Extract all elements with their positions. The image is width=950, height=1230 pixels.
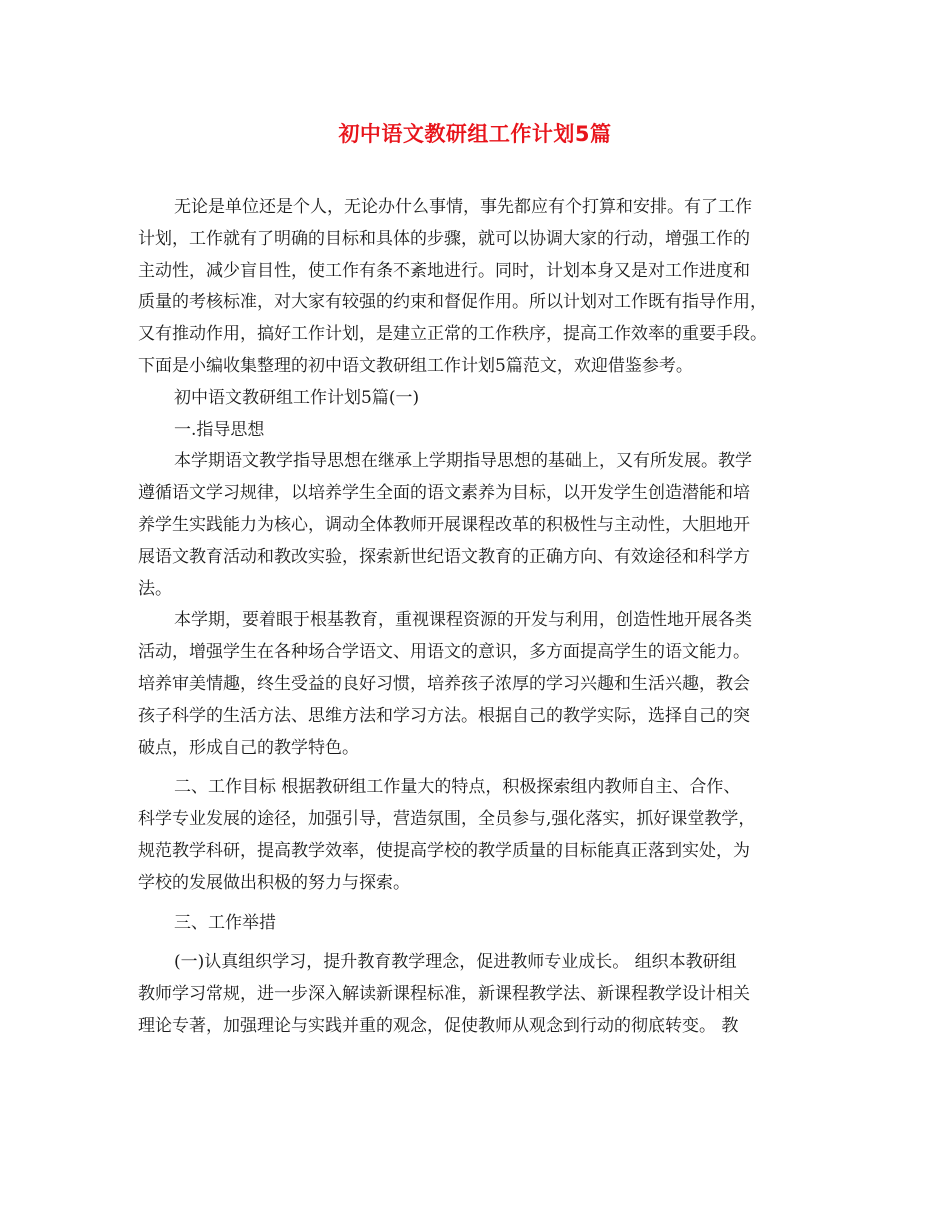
paragraph-line: 一.指导思想: [174, 419, 265, 440]
paragraph-line: 下面是小编收集整理的初中语文教研组工作计划5篇范文，欢迎借鉴参考。: [138, 355, 693, 376]
paragraph-line: 计划，工作就有了明确的目标和具体的步骤，就可以协调大家的行动，增强工作的: [138, 228, 750, 249]
paragraph-line: 学校的发展做出积极的努力与探索。: [138, 872, 410, 893]
paragraph-line: 破点，形成自己的教学特色。: [138, 737, 359, 758]
paragraph-line: 理论专著，加强理论与实践并重的观念，促使教师从观念到行动的彻底转变。 教: [138, 1015, 739, 1036]
paragraph: [138, 192, 828, 383]
paragraph-line: 初中语文教研组工作计划5篇(一): [174, 387, 420, 408]
paragraph: [138, 383, 828, 415]
paragraph-line: 孩子科学的生活方法、思维方法和学习方法。根据自己的教学实际，选择自己的突: [138, 705, 750, 726]
paragraph-line: 本学期语文教学指导思想在继承上学期指导思想的基础上，又有所发展。教学: [174, 451, 752, 472]
paragraph: [138, 908, 828, 940]
paragraph: [138, 947, 828, 1042]
paragraph: [138, 415, 828, 447]
paragraph-line: 二、工作目标 根据教研组工作量大的特点，积极探索组内教师自主、合作、: [174, 777, 741, 798]
paragraph: [138, 605, 828, 764]
paragraph-line: 无论是单位还是个人，无论办什么事情，事先都应有个打算和安排。有了工作: [174, 197, 752, 217]
paragraph: [138, 446, 828, 605]
paragraph-line: 展语文教育活动和教改实验，探索新世纪语文教育的正确方向、有效途径和科学方: [138, 546, 750, 567]
paragraph-line: 教师学习常规，进一步深入解读新课程标准，新课程教学法、新课程教学设计相关: [138, 984, 750, 1005]
paragraph-line: 又有推动作用，搞好工作计划，是建立正常的工作秩序，提高工作效率的重要手段。: [138, 324, 767, 345]
document-body: [138, 192, 828, 1043]
paragraph-line: 科学专业发展的途径，加强引导，营造氛围，全员参与,强化落实，抓好课堂教学，: [138, 809, 756, 830]
paragraph-line: 本学期，要着眼于根基教育，重视课程资源的开发与利用，创造性地开展各类: [174, 610, 752, 631]
paragraph-line: 培养审美情趣，终生受益的良好习惯，培养孩子浓厚的学习兴趣和生活兴趣，教会: [138, 673, 750, 694]
paragraph-line: 遵循语文学习规律，以培养学生全面的语文素养为目标，以开发学生创造潜能和培: [138, 483, 750, 504]
paragraph-line: 主动性，减少盲目性，使工作有条不紊地进行。同时，计划本身又是对工作进度和: [138, 260, 750, 281]
paragraph-line: 规范教学科研，提高教学效率，使提高学校的教学质量的目标能真正落到实处，为: [138, 840, 750, 861]
paragraph-line: 质量的考核标准，对大家有较强的约束和督促作用。所以计划对工作既有指导作用，: [138, 292, 767, 313]
paragraph-line: 养学生实践能力为核心，调动全体教师开展课程改革的积极性与主动性，大胆地开: [138, 514, 750, 535]
paragraph-line: 三、工作举措: [174, 912, 276, 933]
paragraph-line: 法。: [138, 578, 172, 599]
document-title: 初中语文教研组工作计划5篇: [338, 122, 612, 146]
paragraph-line: (一)认真组织学习，提升教育教学理念，促进教师专业成长。 组织本教研组: [174, 952, 737, 973]
paragraph: [138, 772, 828, 899]
paragraph-line: 活动，增强学生在各种场合学语文、用语文的意识，多方面提高学生的语文能力。: [138, 642, 750, 663]
